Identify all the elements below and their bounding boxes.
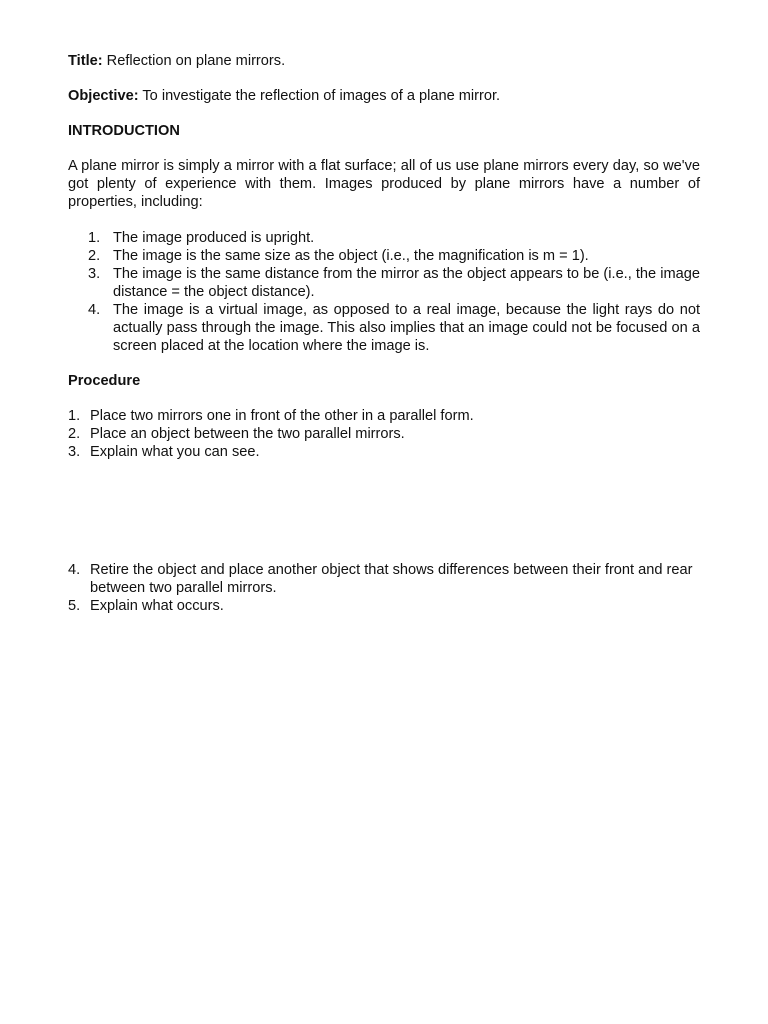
list-item-text: Explain what you can see. (90, 444, 260, 460)
introduction-heading-text: INTRODUCTION (68, 123, 180, 139)
title-text: Reflection on plane mirrors. (106, 53, 286, 69)
procedure-list-part-2 (68, 561, 700, 615)
objective-label: Objective: (68, 88, 139, 104)
list-item-number: 2. (68, 426, 81, 442)
list-item-number: 1. (88, 230, 101, 246)
list-item-text: The image is the same size as the object (i.e., the magnification is m = 1). (113, 248, 589, 264)
introduction-paragraph: A plane mirror is simply a mirror with a flat surface; all of us use plane mirrors every day, so we've got plenty of experience with them. Images produced by plane mirrors have a number of properties, including: (68, 158, 700, 210)
list-item-number: 4. (68, 562, 81, 578)
title-label: Title: (68, 53, 103, 69)
list-item-number: 3. (88, 266, 101, 282)
list-item (68, 265, 700, 301)
list-item-text: The image is a virtual image, as opposed to a real image, because the light rays do not actually pass through the image. This also implies that an image could not be focused on a screen placed at the location where the image is. (113, 302, 700, 354)
document-page (68, 52, 700, 615)
list-item (68, 597, 700, 615)
list-item-text: The image is the same distance from the mirror as the object appears to be (i.e., the image distance = the object distance). (113, 266, 700, 300)
list-item (68, 561, 700, 597)
list-item-number: 4. (88, 302, 101, 318)
list-item-number: 3. (68, 444, 81, 460)
procedure-list-part-1 (68, 407, 700, 461)
list-item (68, 247, 700, 265)
properties-list (68, 229, 700, 355)
introduction-heading (68, 122, 700, 140)
list-item (68, 425, 700, 443)
objective-text: To investigate the reflection of images of a plane mirror. (142, 88, 501, 104)
list-item (68, 229, 700, 247)
list-item-number: 5. (68, 598, 81, 614)
list-item (68, 301, 700, 355)
list-item-text: Place an object between the two parallel mirrors. (90, 426, 405, 442)
objective-line (68, 87, 700, 105)
list-item-number: 2. (88, 248, 101, 264)
list-item-text: Retire the object and place another object that shows differences between their front and rear between two parallel mirrors. (90, 562, 693, 596)
procedure-heading (68, 372, 700, 390)
procedure-heading-text: Procedure (68, 373, 141, 389)
list-item (68, 443, 700, 461)
list-item-text: The image produced is upright. (113, 230, 315, 246)
title-line (68, 52, 700, 70)
list-item (68, 407, 700, 425)
list-item-text: Explain what occurs. (90, 598, 224, 614)
list-item-text: Place two mirrors one in front of the other in a parallel form. (90, 408, 474, 424)
list-item-number: 1. (68, 408, 81, 424)
